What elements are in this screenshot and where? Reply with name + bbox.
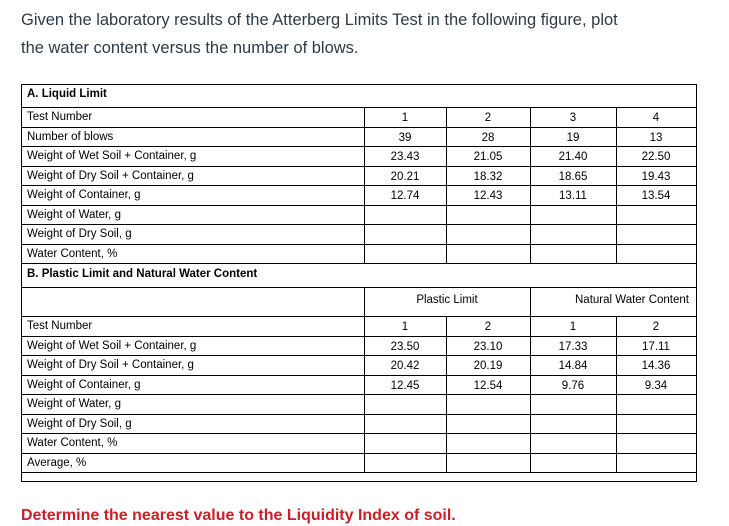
row-value: 14.84 (558, 360, 588, 372)
section-a-title: A. Liquid Limit (27, 88, 107, 100)
row-value: 18.65 (558, 170, 588, 183)
row-value: 3 (569, 112, 577, 124)
row-label: Test Number (27, 111, 93, 123)
row-value: 12.45 (390, 379, 420, 392)
row-value: 22.50 (641, 151, 671, 163)
question-line-2: the water content versus the number of blows. (21, 39, 359, 57)
section-a-column-rule (616, 107, 617, 263)
section-b-column-rule (446, 316, 447, 472)
row-value: 12.43 (473, 190, 503, 202)
section-b-title: B. Plastic Limit and Natural Water Content (27, 268, 258, 280)
section-b-column-rule (530, 287, 531, 472)
row-value: 23.10 (473, 340, 503, 353)
row-rule (22, 185, 697, 186)
row-label: Weight of Dry Soil, g (27, 417, 132, 430)
row-label: Weight of Container, g (27, 189, 141, 201)
row-rule (22, 433, 697, 434)
section-b-column-rule (616, 316, 617, 472)
row-value: 1 (401, 112, 409, 124)
row-value: 20.42 (390, 360, 420, 372)
row-value: 17.33 (558, 340, 588, 353)
row-value: 21.40 (558, 151, 588, 163)
question-line-1: Given the laboratory results of the Atterberg Limits Test in the following figure, plot (21, 11, 618, 29)
row-label: Weight of Dry Soil, g (27, 228, 132, 240)
row-label: Water Content, % (27, 437, 118, 449)
row-rule (22, 375, 697, 376)
section-a-top-rule (22, 107, 697, 108)
row-value: 9.34 (644, 379, 668, 392)
row-value: 17.11 (642, 340, 670, 353)
row-label: Weight of Water, g (27, 398, 121, 410)
row-value: 12.54 (473, 379, 503, 392)
row-rule (22, 205, 697, 206)
row-value: 20.21 (390, 170, 420, 183)
atterberg-data-table (21, 84, 697, 482)
row-value: 13.11 (559, 190, 587, 202)
row-rule (22, 355, 697, 356)
section-a-column-rule (530, 107, 531, 263)
row-rule (22, 146, 697, 147)
row-value: 1 (569, 321, 577, 333)
section-b-left-rule (22, 316, 364, 317)
section-a-column-rule (446, 107, 447, 263)
row-value: 23.50 (390, 340, 420, 353)
row-rule (22, 244, 697, 245)
row-value: 20.19 (473, 360, 503, 372)
row-value: 9.76 (561, 379, 585, 392)
row-label: Weight of Wet Soil + Container, g (27, 339, 197, 352)
row-label: Weight of Container, g (27, 378, 141, 391)
row-label: Weight of Wet Soil + Container, g (27, 150, 197, 162)
group-plastic-limit: Plastic Limit (416, 294, 478, 306)
row-value: 13 (649, 131, 663, 144)
row-rule (22, 472, 697, 473)
row-rule (22, 453, 697, 454)
row-value: 13.54 (641, 190, 671, 202)
row-rule (22, 166, 697, 167)
row-value: 19.43 (641, 170, 671, 183)
row-value: 14.36 (641, 360, 671, 372)
row-label: Number of blows (27, 130, 114, 143)
row-rule (22, 394, 697, 395)
row-value: 18.32 (473, 170, 503, 183)
group-natural-water-content: Natural Water Content (575, 294, 689, 306)
row-value: 23.43 (390, 151, 420, 163)
section-b-column-rule (364, 287, 365, 472)
row-value: 2 (484, 321, 492, 333)
section-a-column-rule (364, 107, 365, 263)
row-value: 2 (652, 321, 660, 333)
row-value: 12.74 (390, 190, 420, 202)
row-label: Test Number (27, 320, 93, 332)
row-rule (22, 224, 697, 225)
row-rule (22, 414, 697, 415)
row-value: 1 (401, 321, 409, 333)
row-rule (22, 263, 697, 264)
row-value: 19 (566, 131, 580, 144)
row-label: Average, % (27, 456, 87, 469)
row-label: Water Content, % (27, 247, 118, 260)
section-b-title-rule (22, 287, 697, 288)
row-value: 21.05 (473, 151, 503, 163)
row-rule (22, 127, 697, 128)
question-text (21, 6, 711, 62)
row-value: 4 (652, 112, 660, 124)
row-rule (22, 336, 697, 337)
row-label: Weight of Dry Soil + Container, g (27, 169, 194, 182)
row-value: 28 (481, 131, 495, 144)
liquidity-index-prompt: Determine the nearest value to the Liquidity Index of soil. (21, 507, 456, 524)
row-value: 2 (484, 112, 492, 124)
row-label: Weight of Water, g (27, 208, 121, 221)
row-label: Weight of Dry Soil + Container, g (27, 359, 194, 371)
row-value: 39 (398, 131, 412, 144)
